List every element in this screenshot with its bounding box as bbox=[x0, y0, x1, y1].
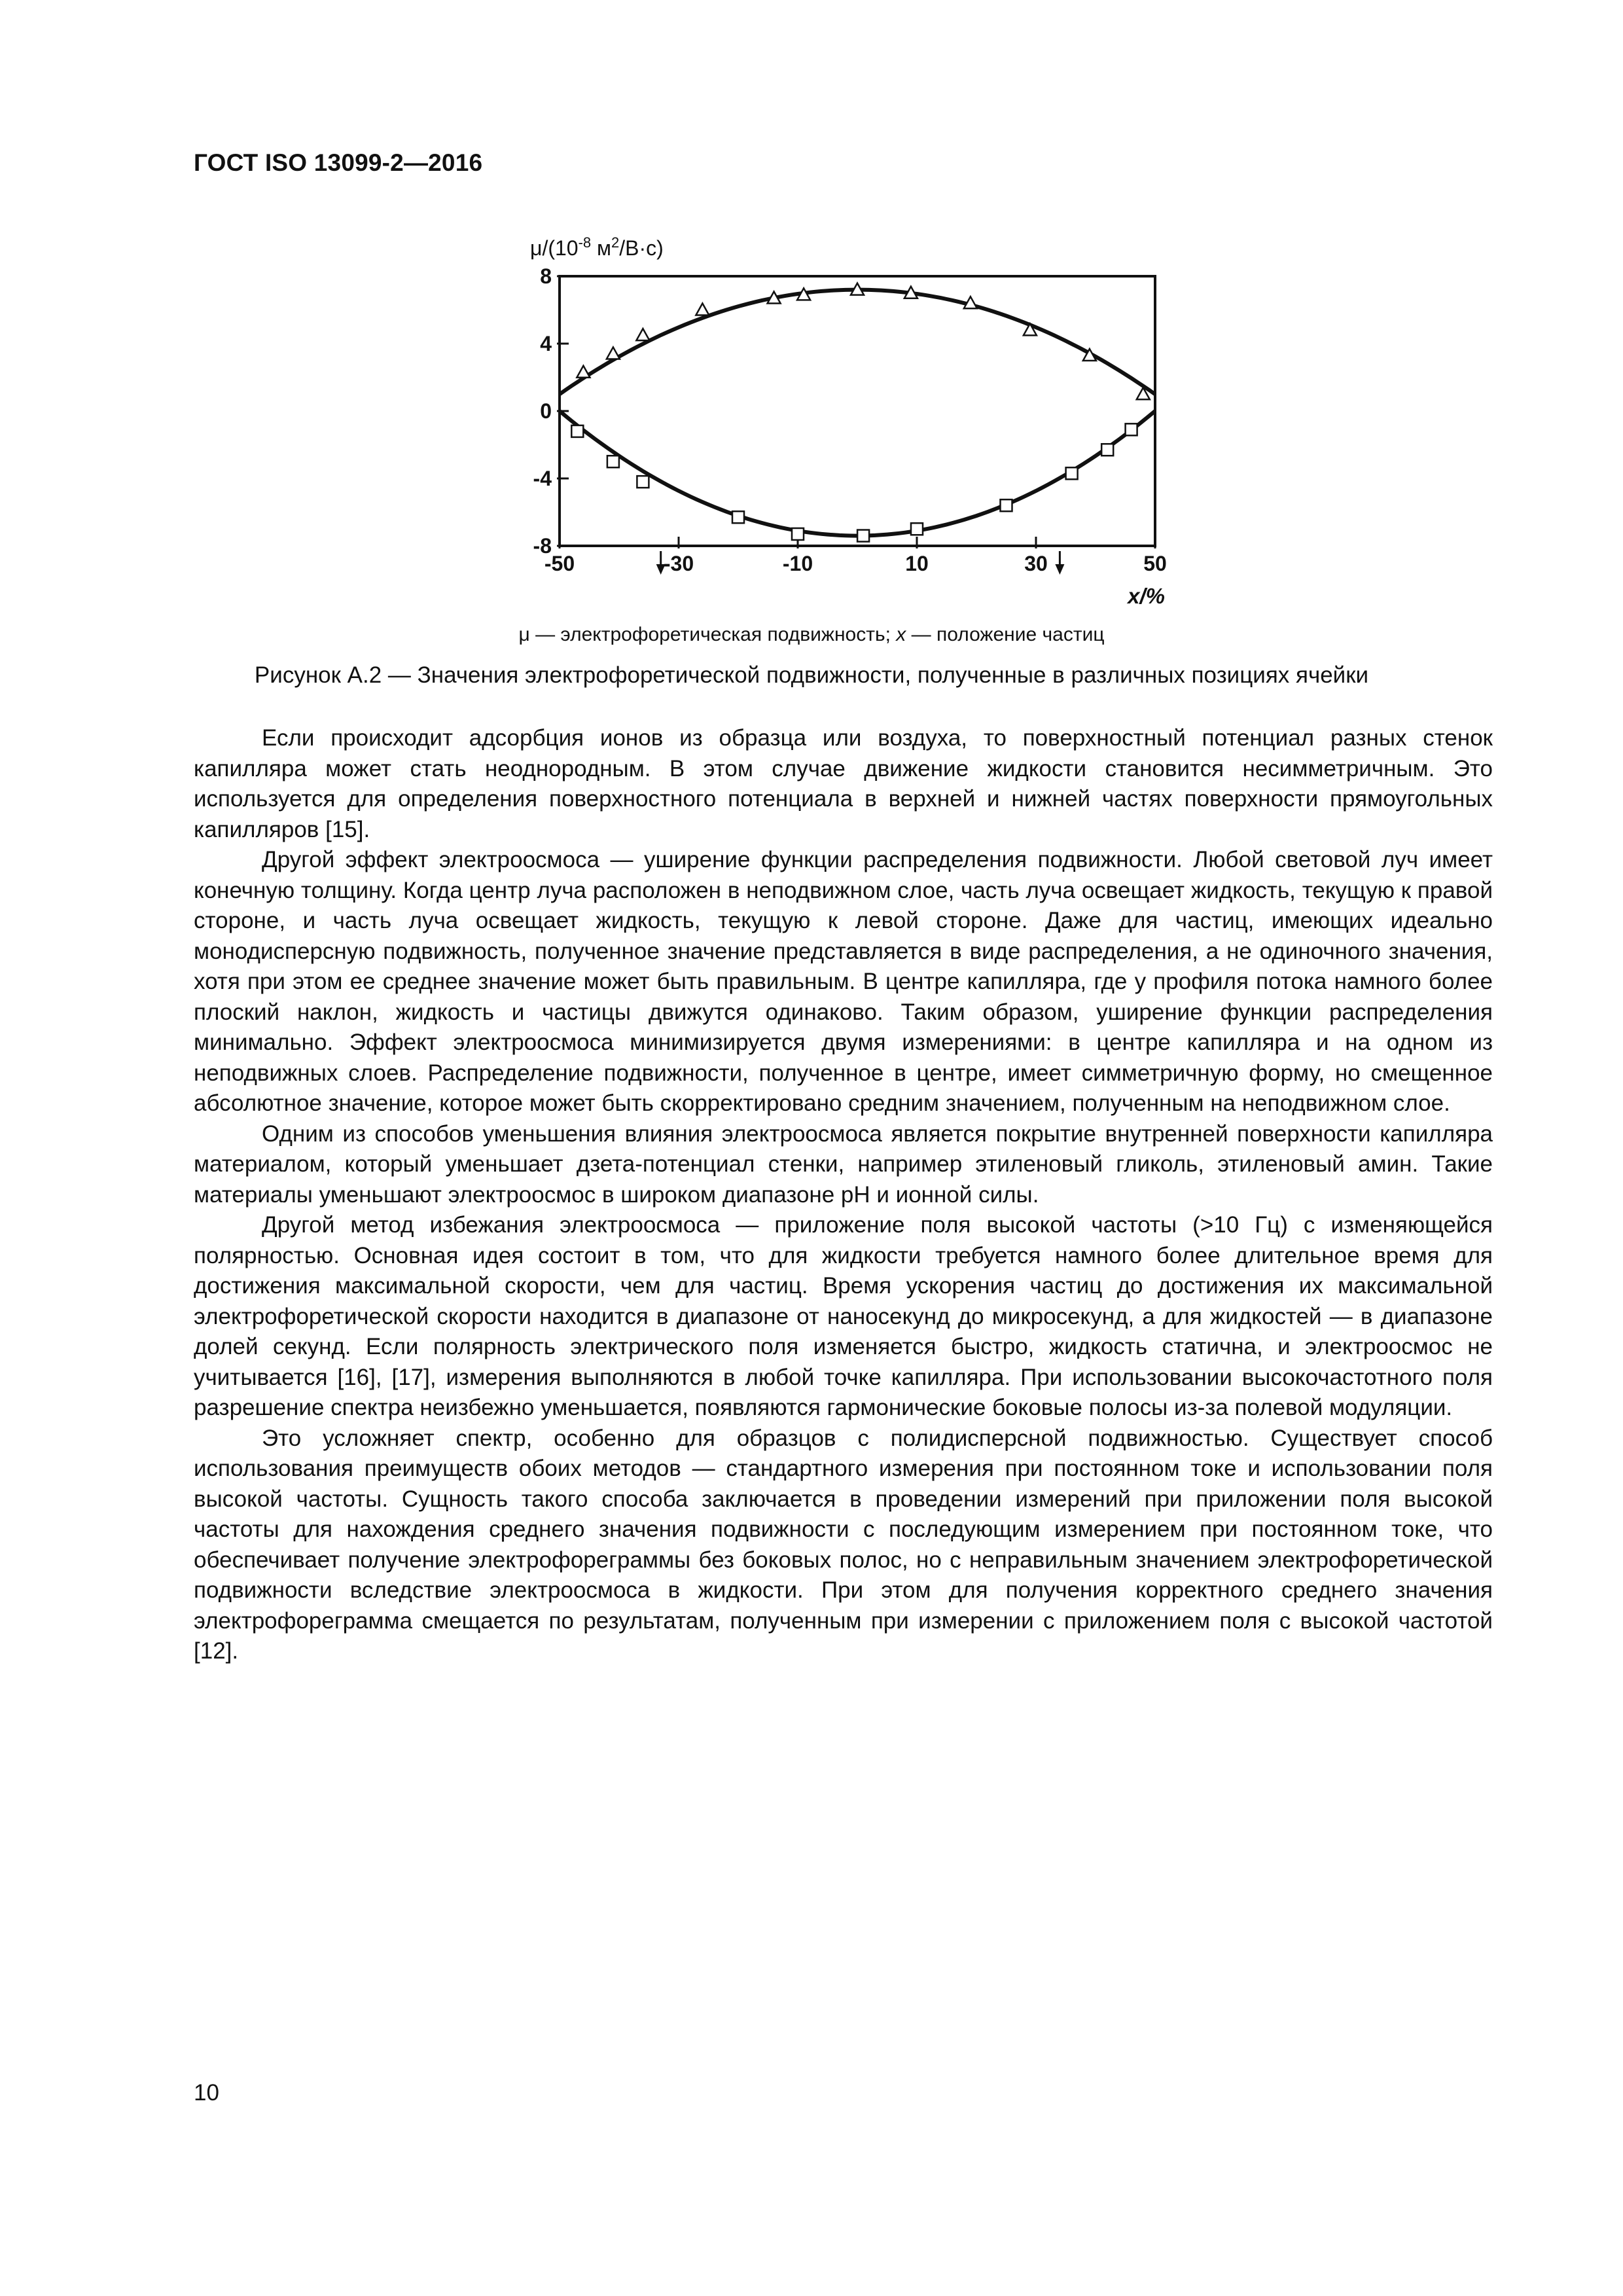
paragraph: Это усложняет спектр, особенно для образцов с полидисперсной подвижностью. Существует способ использования преимуществ обоих методов — стандартного измерения при постоянном токе и использовании поля высокой частоты. Сущность такого способа заключается в проведении измерений при приложении поля высокой частоты для нахождения среднего значения подвижности с последующим измерением при постоянном токе, что обеспечивает получение электрофореграммы без боковых полос, но с неправильным значением электрофоретической подвижности вследствие электроосмоса в жидкости. При этом для получения корректного среднего значения электрофореграмма смещается по результатам, полученным при измерении с приложением поля с высокой частотой [12]. bbox=[194, 1425, 1493, 1664]
data-point-triangle bbox=[577, 366, 590, 378]
chart-ylabel: $\mu/(10^{-8}$ $м^2/В\cdot с$) bbox=[530, 234, 664, 260]
paragraph: Другой эффект электроосмоса — уширение функции распределения подвижности. Любой световой луч имеет конечную толщину. Когда центр луча расположен в неподвижном слое, часть луча освещает жидкость, текущую к правой стороне, и часть луча освещает жидкость, текущую к левой стороне. Даже для частиц, имеющих идеально монодисперсную подвижность, полученное значение представляется в виде распределения, а не одиночного значения, хотя при этом ее среднее значение может быть правильным. В центре капилляра, где у профиля потока намного более плоский наклон, жидкость и частицы движутся одинаково. Таким образом, уширение функции распределения минимально. Эффект электроосмоса минимизируется двумя измерениями: в центре капилляра и на одном из неподвижных слоев. Распределение подвижности, полученное в центре, имеет симметричную форму, но смещенное абсолютное значение, которое может быть скорректировано средним значением, полученным на неподвижном слое. bbox=[194, 847, 1493, 1116]
chart-svg bbox=[458, 216, 1243, 648]
data-point-triangle bbox=[607, 347, 620, 359]
data-point-square bbox=[857, 530, 869, 542]
data-point-square bbox=[1001, 499, 1012, 511]
series-curves bbox=[560, 290, 1155, 536]
data-point-square bbox=[1101, 444, 1113, 456]
figure-legend-note bbox=[0, 624, 1623, 646]
legend-mu-symbol: μ bbox=[518, 624, 530, 645]
x-tick-label: -30 bbox=[663, 552, 694, 575]
page-number: 10 bbox=[194, 2080, 219, 2106]
data-point-square bbox=[911, 523, 923, 535]
paragraph: Одним из способов уменьшения влияния электроосмоса является покрытие внутренней поверхности капилляра материалом, который уменьшает дзета-потенциал стенки, например этиленовый гликоль, этиленовый амин. Такие материалы уменьшают электроосмос в широком диапазоне pH и ионной силы. bbox=[194, 1121, 1493, 1208]
y-tick-label: 8 bbox=[540, 264, 552, 288]
y-tick-label: -4 bbox=[533, 467, 552, 490]
legend-x-text: — положение частиц bbox=[906, 624, 1105, 645]
y-tick-label: -8 bbox=[533, 534, 552, 558]
y-tick-label: 4 bbox=[540, 332, 552, 355]
paragraph: Если происходит адсорбция ионов из образца или воздуха, то поверхностный потенциал разных стенок капилляра может стать неоднородным. В этом случае движение жидкости становится несимметричным. Это используется для определения поверхностного потенциала в верхней и нижней частях поверхности прямоугольных капилляров [15]. bbox=[194, 725, 1493, 842]
data-point-square bbox=[637, 476, 649, 488]
data-point-triangle bbox=[636, 329, 649, 340]
x-tick-label: -10 bbox=[782, 552, 813, 575]
x-tick-label: -50 bbox=[544, 552, 575, 575]
x-axis bbox=[544, 537, 1167, 575]
figure-caption: Рисунок А.2 — Значения электрофоретической подвижности, полученные в различных позициях ячейки bbox=[254, 662, 1369, 688]
chart-xlabel: x/% bbox=[1128, 584, 1165, 608]
x-tick-label: 10 bbox=[905, 552, 929, 575]
data-point-square bbox=[607, 456, 619, 467]
figure-chart bbox=[458, 216, 1243, 648]
data-point-square bbox=[571, 425, 583, 437]
legend-mu-text: — электрофоретическая подвижность; bbox=[529, 624, 897, 645]
paragraph: Другой метод избежания электроосмоса — приложение поля высокой частоты (>10 Гц) с изменяющейся полярностью. Основная идея состоит в том, что для жидкости требуется намного более длительное время для достижения максимальной скорости, чем для частиц. Время ускорения частиц до достижения их максимальной электрофоретической скорости находится в диапазоне от наносекунд до микросекунд, а для жидкостей — в диапазоне долей секунд. Если полярность электрического поля изменяется быстро, жидкость статична, и электроосмос не учитывается [16], [17], измерения выполняются в любой точке капилляра. При использовании высокочастотного поля разрешение спектра неизбежно уменьшается, появляются гармонические боковые полосы из-за полевой модуляции. bbox=[194, 1212, 1493, 1420]
plot-frame bbox=[560, 276, 1155, 546]
document-header: ГОСТ ISO 13099-2—2016 bbox=[194, 149, 483, 176]
series-markers bbox=[571, 283, 1150, 542]
data-point-triangle bbox=[696, 304, 709, 315]
data-point-square bbox=[1066, 467, 1078, 479]
position-arrow-head bbox=[1055, 564, 1064, 575]
position-arrows bbox=[656, 551, 1065, 575]
y-tick-label: 0 bbox=[540, 399, 552, 423]
upper-fit-curve bbox=[560, 290, 1155, 395]
data-point-square bbox=[792, 528, 804, 540]
data-point-square bbox=[732, 511, 744, 523]
x-tick-label: 50 bbox=[1143, 552, 1167, 575]
legend-x-symbol: x bbox=[896, 624, 906, 645]
x-tick-label: 30 bbox=[1024, 552, 1048, 575]
data-point-square bbox=[1126, 423, 1137, 435]
body-text bbox=[194, 723, 1493, 1667]
y-axis bbox=[533, 264, 569, 558]
